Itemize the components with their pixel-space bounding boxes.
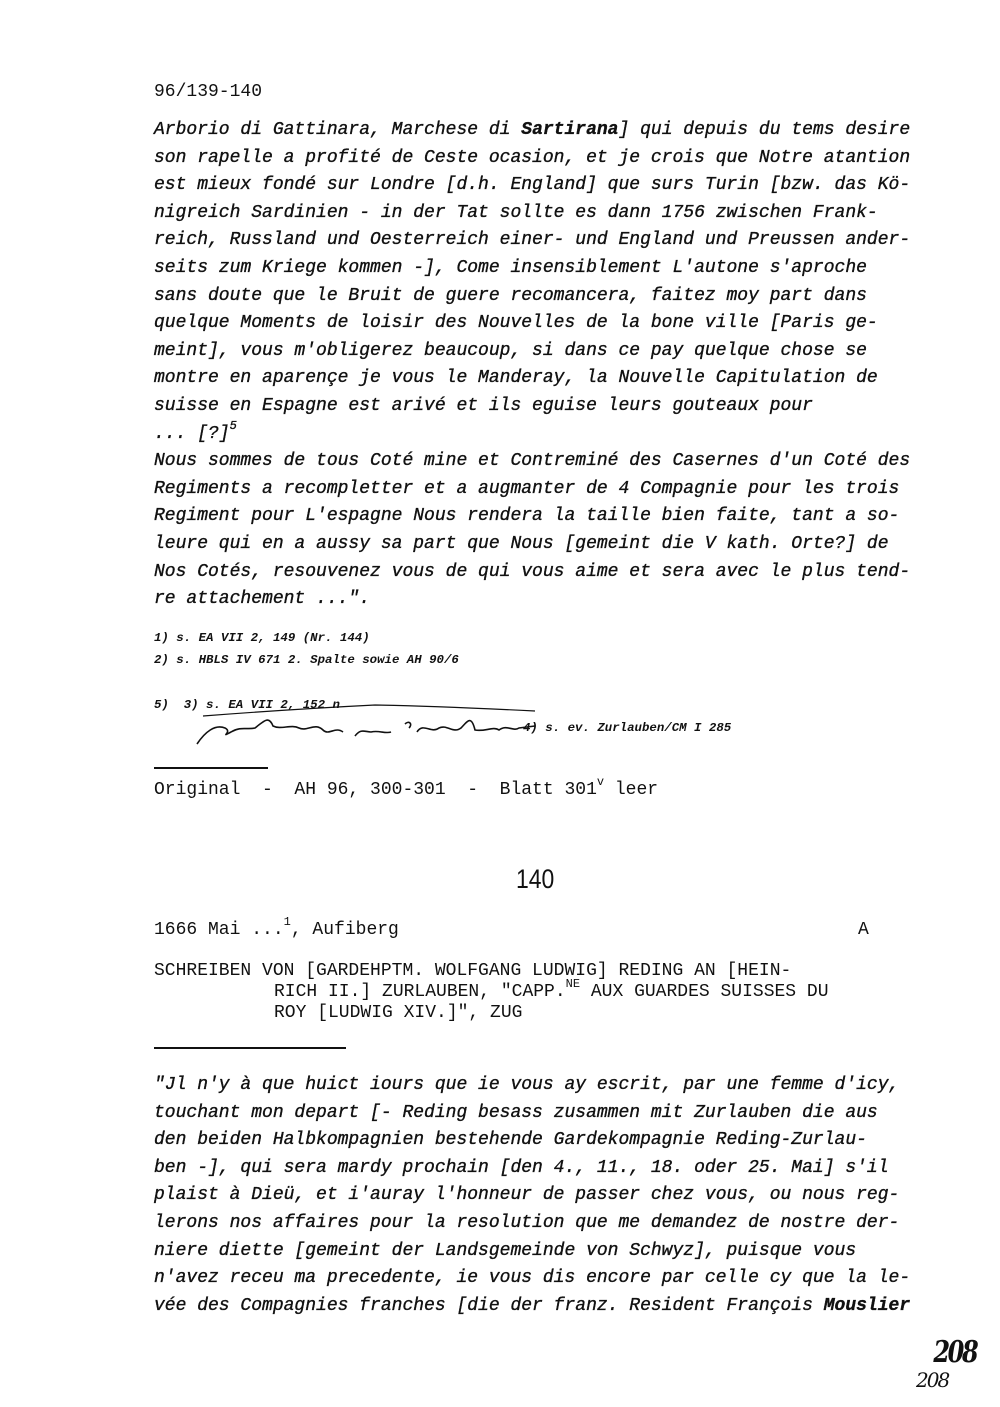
text-line: [154, 338, 910, 366]
text-line: [154, 255, 910, 283]
original-note-text: Original - AH 96, 300-301 - Blatt 301: [154, 780, 597, 800]
page-reference: 96/139-140: [154, 82, 263, 102]
heading-line-2a: RICH II.] ZURLAUBEN, "CAPP.: [274, 982, 566, 1002]
text-line: [154, 448, 910, 476]
text-segment: son rapelle a profité de Ceste ocasion, et je crois que Notre atantion: [154, 147, 911, 168]
text-line: [154, 418, 910, 449]
document-number: 140: [516, 864, 555, 894]
heading-line-1: SCHREIBEN VON [GARDEHPTM. WOLFGANG LUDWIG] REDING AN [HEIN-: [154, 961, 792, 981]
text-line: [154, 1072, 910, 1100]
text-segment: est mieux fondé sur Londre [d.h. England] que surs Turin [bzw. das Kö-: [154, 175, 911, 196]
text-line: [154, 145, 910, 173]
bold-name: Sartirana: [521, 120, 619, 140]
text-line: [154, 393, 910, 421]
place-text: , Aufiberg: [290, 920, 399, 940]
footnote-5: 5): [154, 698, 169, 713]
text-segment: Arborio di Gattinara, Marchese di: [154, 120, 522, 140]
paragraph-continuation: [154, 117, 910, 614]
document-heading: [154, 961, 829, 1024]
text-segment: touchant mon depart [- Reding besass zusammen mit Zurlauben die aus: [154, 1102, 878, 1123]
text-segment: meint], vous m'obligerez beaucoup, si dans ce pay quelque chose se: [154, 340, 867, 361]
text-line: [154, 503, 910, 531]
date-line: [154, 915, 399, 940]
divider: [154, 767, 268, 769]
text-line: [154, 172, 910, 200]
text-line: [154, 1127, 910, 1155]
heading-line-3: ROY [LUDWIG XIV.]", ZUG: [274, 1003, 523, 1023]
footnote-1: 1) s. EA VII 2, 149 (Nr. 144): [154, 631, 370, 645]
heading-line-2b: AUX GUARDES SUISSES DU: [580, 982, 829, 1002]
page-stamp-number: 208: [933, 1335, 977, 1370]
original-note-sup: v: [596, 775, 605, 789]
text-line: [154, 1210, 910, 1238]
footnote-3: 3) s. EA VII 2, 152 n: [183, 698, 340, 713]
text-line: [154, 1293, 910, 1321]
text-segment: reich, Russland und Oesterreich einer- und England und Preussen ander-: [154, 230, 911, 251]
text-line: [154, 227, 910, 255]
footnote-ref: 5: [229, 418, 237, 433]
text-segment: niere diette [gemeint der Landsgemeinde von Schwyz], puisque vous: [154, 1240, 857, 1261]
text-segment: lerons nos affaires pour la resolution que me demandez de nostre der-: [154, 1212, 900, 1233]
original-note: [154, 775, 659, 800]
text-line: [154, 365, 910, 393]
original-note-tail: leer: [604, 780, 659, 800]
date-text: 1666 Mai ...: [154, 920, 284, 940]
text-segment: leure qui en a aussy sa part que Nous [gemeint die V kath. Orte?] de: [154, 533, 889, 554]
text-segment: ... [?]: [154, 423, 230, 444]
text-line: [154, 531, 910, 559]
text-line: [154, 200, 910, 228]
text-line: [154, 1238, 910, 1266]
text-line: [154, 1182, 910, 1210]
text-segment: vée des Compagnies franches [die der franz. Resident François: [154, 1295, 824, 1316]
text-line: [154, 559, 910, 587]
heading-sup: NE: [565, 977, 581, 991]
footnote-4: 4) s. ev. Zurlauben/CM I 285: [523, 720, 732, 735]
text-line: [154, 476, 910, 504]
date-footnote-ref: 1: [283, 915, 291, 929]
text-line: [154, 1155, 910, 1183]
text-segment: ] qui depuis du tems desire: [618, 120, 911, 140]
text-segment: ben -], qui sera mardy prochain [den 4., 11., 18. oder 25. Mai] s'il: [154, 1157, 889, 1178]
bold-name: Mouslier: [823, 1295, 911, 1316]
text-segment: plaist à Dieü, et i'auray l'honneur de passer chez vous, ou nous reg-: [154, 1185, 900, 1206]
heading-line-2: [154, 977, 829, 1003]
letter-text: [154, 1072, 910, 1320]
text-segment: nigreich Sardinien - in der Tat sollte es dann 1756 zwischen Frank-: [154, 202, 878, 223]
divider: [154, 1047, 346, 1049]
text-segment: Regiment pour L'espagne Nous rendera la taille bien faite, tant a so-: [154, 506, 900, 527]
text-line: [154, 283, 910, 311]
text-segment: suisse en Espagne est arivé et ils eguise leurs gouteaux pour: [154, 395, 813, 416]
text-segment: Nos Cotés, resouvenez vous de qui vous aime et sera avec le plus tend-: [154, 561, 911, 582]
text-segment: re attachement ...".: [154, 589, 371, 610]
text-line: [154, 310, 910, 338]
text-line: [154, 586, 910, 614]
text-segment: n'avez receu ma precedente, ie vous dis encore par celle cy que la le-: [154, 1268, 911, 1289]
text-segment: montre en aparençe je vous le Manderay, la Nouvelle Capitulation de: [154, 368, 878, 389]
text-segment: Nous sommes de tous Coté mine et Contreminé des Casernes d'un Coté des: [154, 451, 911, 472]
text-line: [154, 1100, 910, 1128]
footnote-row-3-4: [154, 672, 732, 735]
document-type-marker: A: [858, 920, 869, 940]
text-segment: den beiden Halbkompagnien bestehende Gardekompagnie Reding-Zurlau-: [154, 1130, 867, 1151]
text-segment: Regiments a recompletter et a augmanter de 4 Compagnie pour les trois: [154, 478, 900, 499]
text-segment: "Jl n'y à que huict iours que ie vous ay escrit, par une femme d'icy,: [154, 1075, 900, 1095]
text-segment: quelque Moments de loisir des Nouvelles de la bone ville [Paris ge-: [154, 313, 878, 334]
page-stamp-number-handwritten: 208: [916, 1368, 949, 1392]
handwritten-footnote-5: [195, 702, 545, 752]
text-segment: sans doute que le Bruit de guere recomancera, faitez moy part dans: [154, 285, 867, 306]
text-line: [154, 117, 910, 145]
text-line: [154, 1265, 910, 1293]
text-segment: seits zum Kriege kommen -], Come insensiblement L'autone s'aproche: [154, 257, 867, 278]
footnote-2: 2) s. HBLS IV 671 2. Spalte sowie AH 90/6: [154, 653, 459, 668]
